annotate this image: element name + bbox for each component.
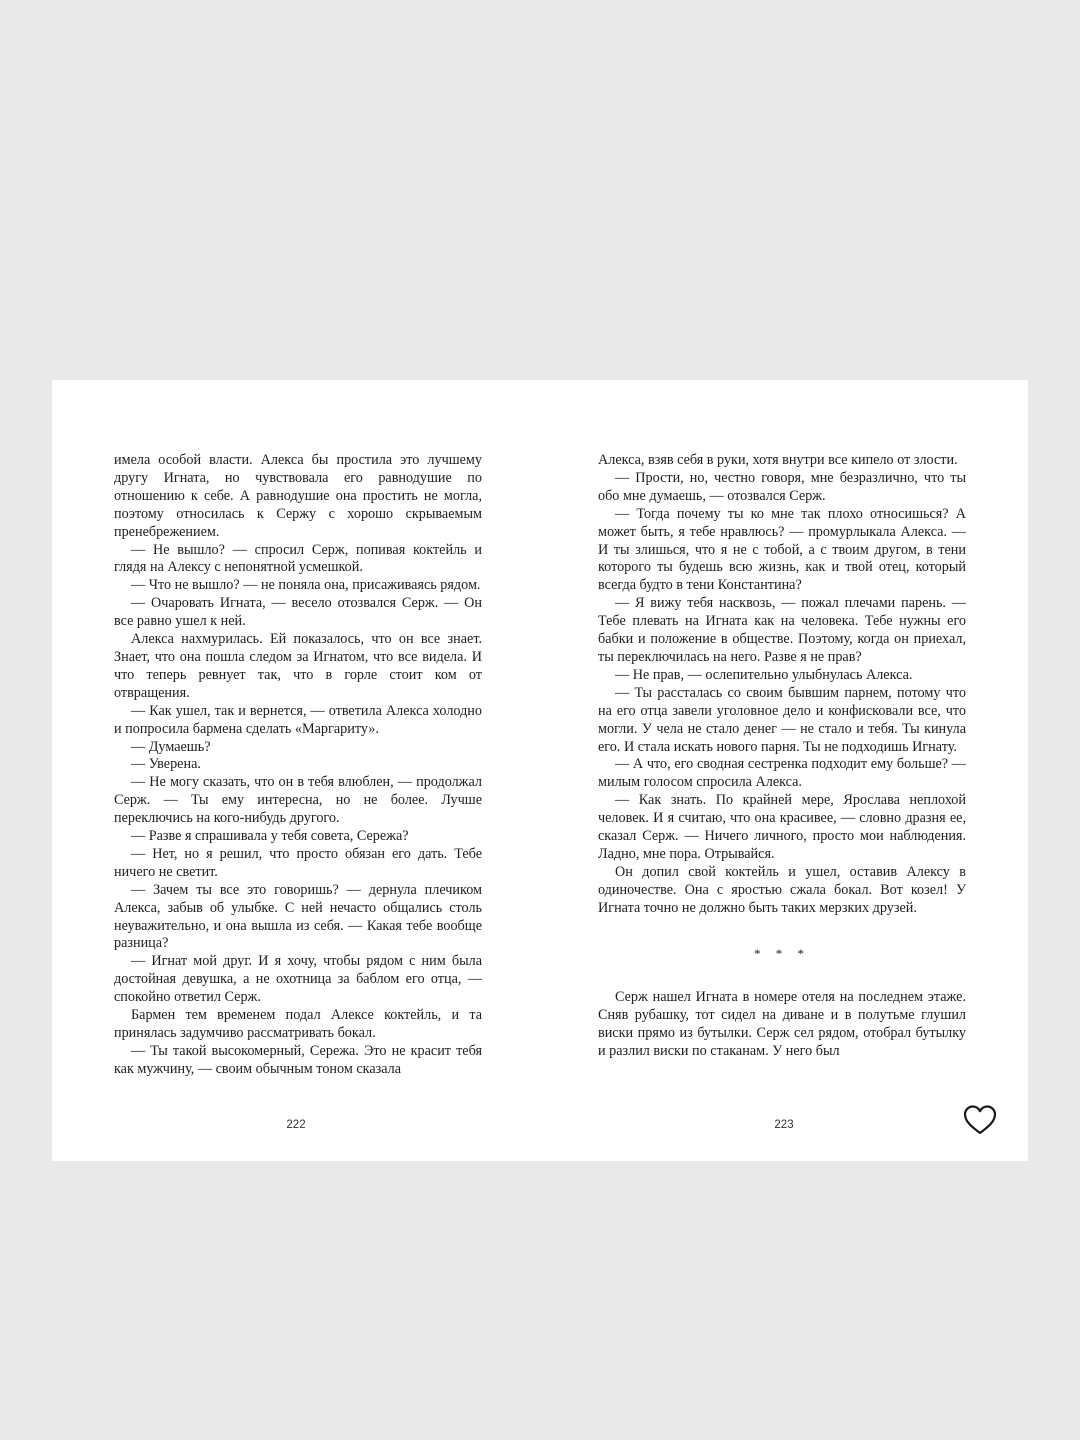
left-paragraph-8: — Уверена. (131, 756, 201, 773)
right-paragraph-2: — Прости, но, честно говоря, мне безразлично, что ты обо мне думаешь, — отозвался Серж. (598, 469, 966, 504)
left-paragraph-11: — Нет, но я решил, что просто обязан его дать. Тебе ничего не светит. (114, 845, 482, 880)
left-paragraph-9: — Не могу сказать, что он в тебя влюблен, — продолжал Серж. — Ты ему интересна, но не более. Лучше переключись на кого-нибудь другого. (114, 774, 482, 827)
right-paragraph-5: — Не прав, — ослепительно улыбнулась Алекса. (615, 666, 913, 683)
left-paragraph-7: — Думаешь? (131, 738, 211, 755)
right-page-text (598, 452, 966, 1061)
left-page-text (114, 452, 482, 1079)
left-paragraph-10: — Разве я спрашивала у тебя совета, Сережа? (131, 828, 409, 845)
left-paragraph-2: — Не вышло? — спросил Серж, попивая коктейль и глядя на Алексу с непонятной усмешкой. (114, 541, 482, 576)
section-break: * * * (754, 945, 810, 961)
right-paragraph-4: — Я вижу тебя насквозь, — пожал плечами парень. — Тебе плевать на Игната как на человека. Тебе нужны его бабки и положение в обществе. Поэтому, когда он приехал, ты переключилась на него. Разве я не прав? (598, 595, 966, 665)
right-paragraph-1: Алекса, взяв себя в руки, хотя внутри все кипело от злости. (598, 452, 958, 468)
left-paragraph-14: Бармен тем временем подал Алексе коктейль, и та принялась задумчиво рассматривать бокал. (114, 1007, 482, 1041)
heart-outline-icon[interactable] (963, 1104, 997, 1136)
left-paragraph-13: — Игнат мой друг. И я хочу, чтобы рядом с ним была достойная девушка, а не охотница за баблом его отца, — спокойно ответил Серж. (114, 953, 482, 1006)
right-paragraph-7: — А что, его сводная сестренка подходит ему больше? — милым голосом спросила Алекса. (598, 756, 966, 791)
page-number-left: 222 (286, 1119, 306, 1131)
page-number-right: 223 (774, 1119, 794, 1131)
right-paragraph-6: — Ты рассталась со своим бывшим парнем, потому что на его отца завели уголовное дело и конфисковали все, что могли. У чела не стало денег — не стало и тебя. Ты кинула его. И стала искать нового парня. Ты не подходишь Игнату. (598, 684, 966, 755)
left-paragraph-1: имела особой власти. Алекса бы простила это лучшему другу Игната, но чувствовала его равнодушие по отношению к себе. А равнодушие она простить не могла, поэтому относилась к Сержу с хорошо скрываемым пренебрежением. (114, 452, 482, 540)
right-paragraph-9: Он допил свой коктейль и ушел, оставив Алексу в одиночестве. Она с яростью сжала бокал. Вот козел! У Игната точно не должно быть таких мерзких друзей. (598, 863, 966, 916)
left-paragraph-5: Алекса нахмурилась. Ей показалось, что он все знает. Знает, что она пошла следом за Игнатом, что все видела. И что теперь ревнует так, что в горле стоит ком от отвращения. (114, 631, 482, 701)
left-paragraph-15: — Ты такой высокомерный, Сережа. Это не красит тебя как мужчину, — своим обычным тоном сказала (114, 1042, 482, 1077)
right-paragraph-10: Серж нашел Игната в номере отеля на последнем этаже. Сняв рубашку, тот сидел на диване и в полутьме глушил виски прямо из бутылки. Серж сел рядом, отобрал бутылку и разлил виски по стаканам. У него был (598, 989, 966, 1060)
book-spread (52, 380, 1028, 1161)
right-paragraph-8: — Как знать. По крайней мере, Ярослава неплохой человек. И я считаю, что она красивее, — словно дразня ее, сказал Серж. — Ничего личного, просто мои наблюдения. Ладно, мне пора. Отрывайся. (598, 792, 966, 862)
left-paragraph-4: — Очаровать Игната, — весело отозвался Серж. — Он все равно ушел к ней. (114, 595, 482, 630)
left-paragraph-6: — Как ушел, так и вернется, — ответила Алекса холодно и попросила бармена сделать «Маргариту». (114, 702, 482, 737)
left-paragraph-3: — Что не вышло? — не поняла она, присаживаясь рядом. (131, 577, 481, 594)
left-paragraph-12: — Зачем ты все это говоришь? — дернула плечиком Алекса, забыв об улыбке. С ней нечасто общались столь неуважительно, и она вышла из себя. — Какая тебе вообще разница? (114, 881, 482, 952)
right-paragraph-3: — Тогда почему ты ко мне так плохо относишься? А может быть, я тебе нравлюсь? — промурлыкала Алекса. — И ты злишься, что я не с тобой, а с твоим другом, в тени которого ты будешь всю жизнь, как и твой отец, который всегда будто в тени Константина? (598, 505, 966, 594)
